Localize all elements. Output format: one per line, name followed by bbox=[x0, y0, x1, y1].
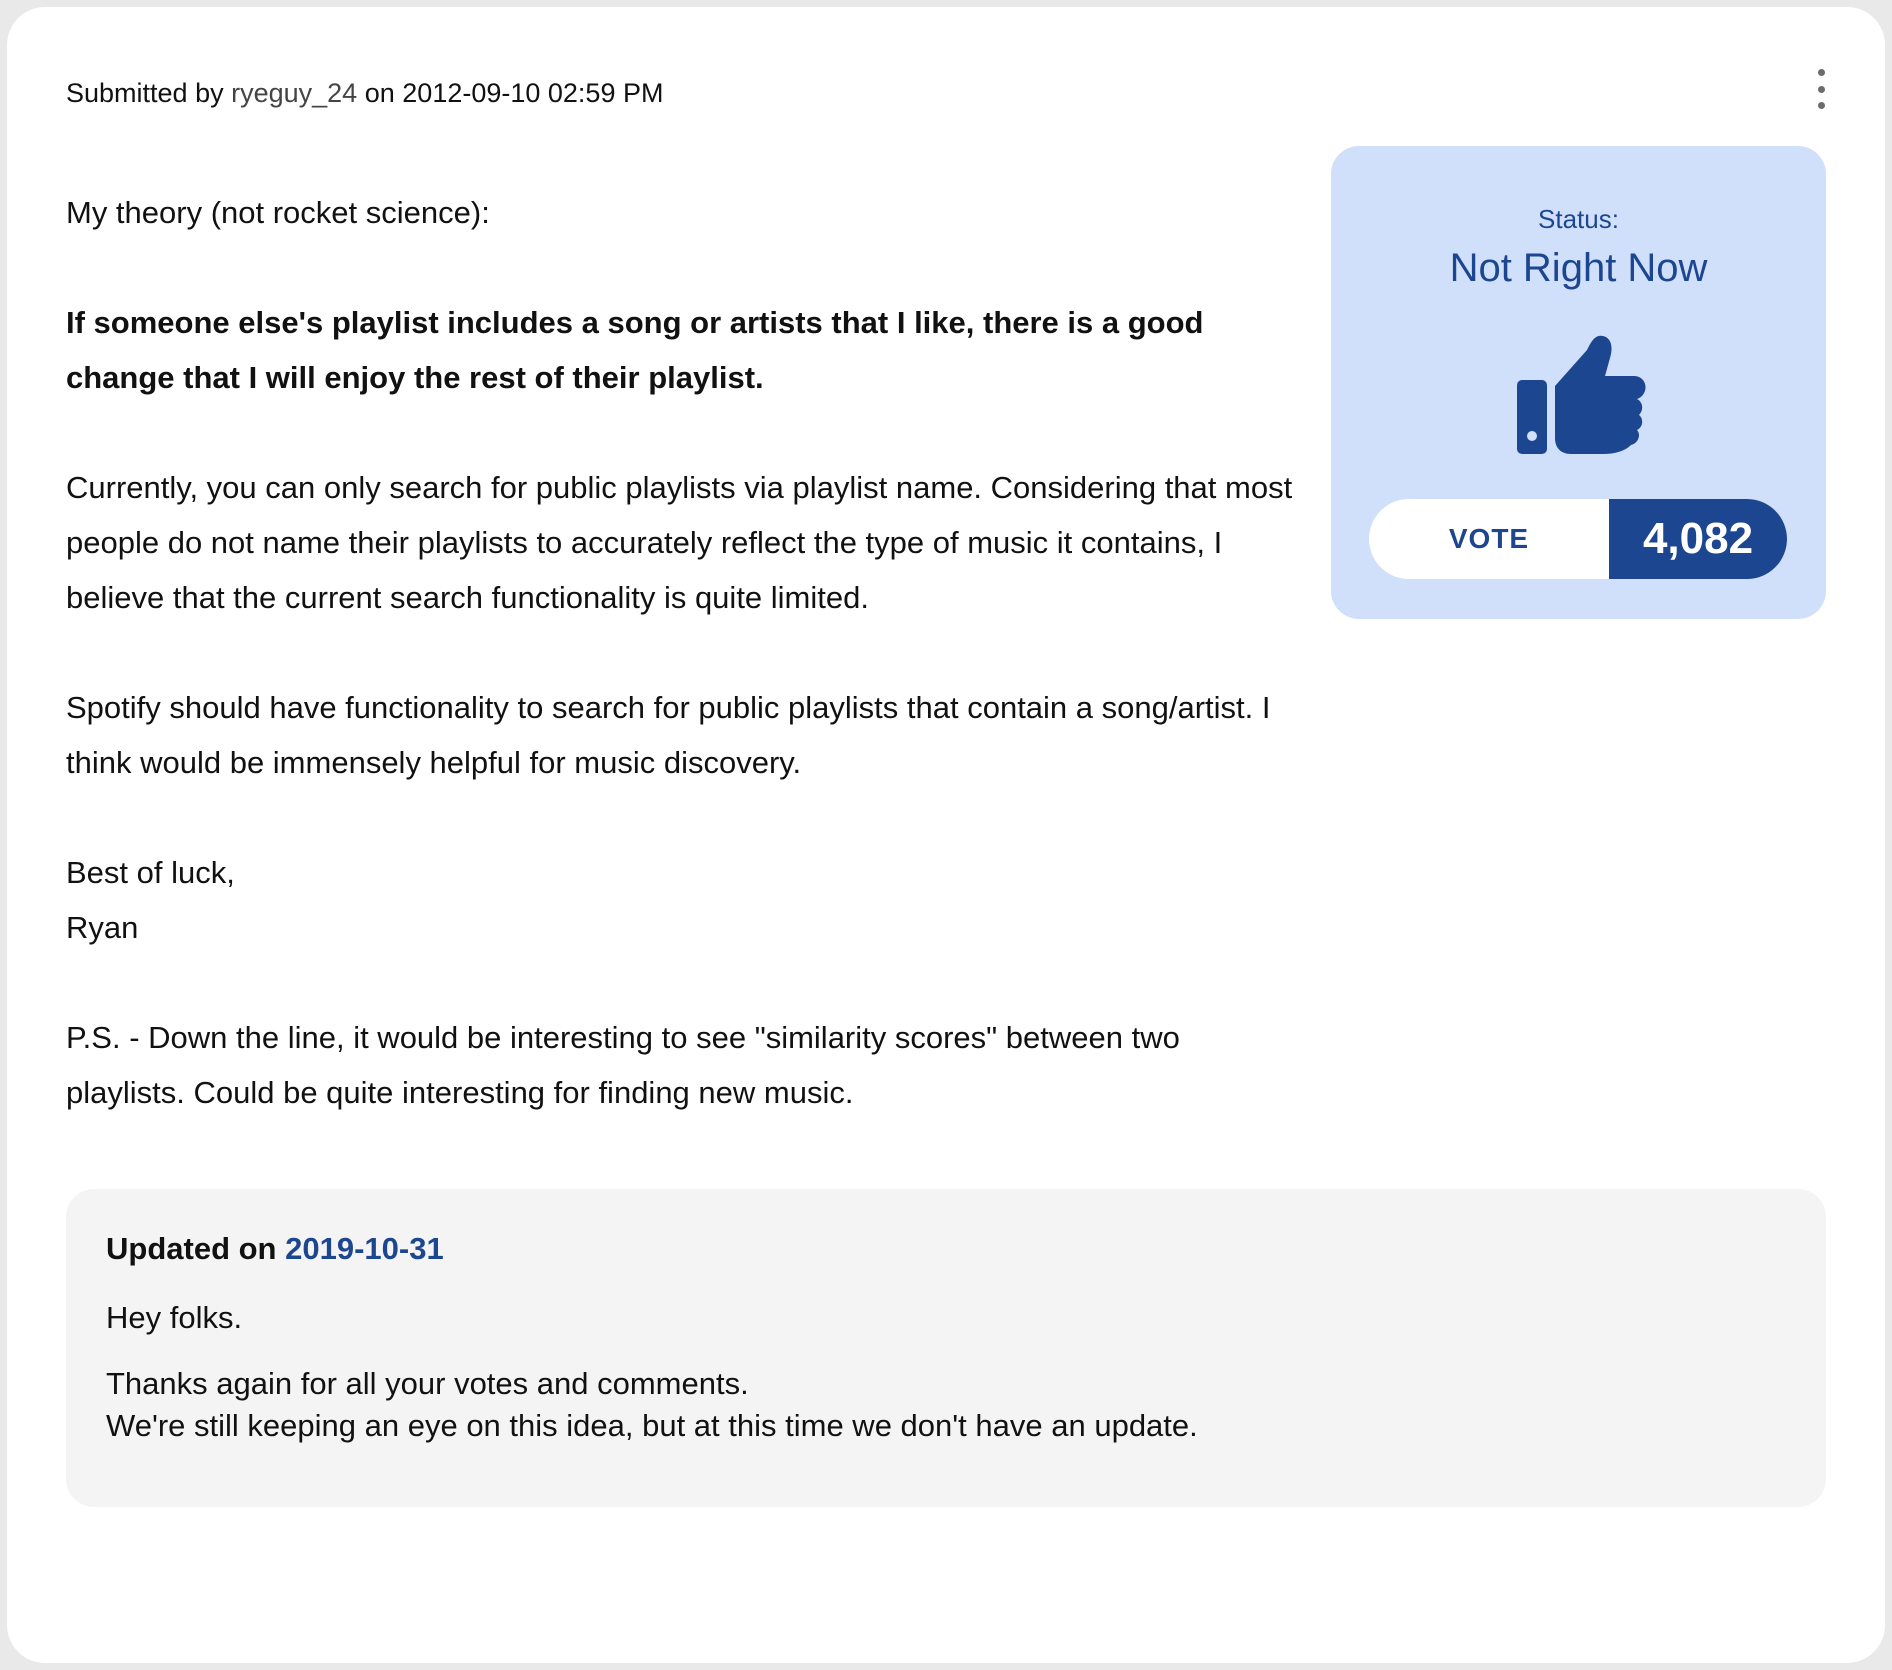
body-paragraph-6: P.S. - Down the line, it would be interesting to see "similarity scores" between two playlists. Could be quite interesting for finding new music. bbox=[66, 1020, 1180, 1110]
on-label: on bbox=[364, 78, 395, 108]
vote-button[interactable] bbox=[1369, 499, 1787, 579]
body-paragraph-4: Spotify should have functionality to search for public playlists that contain a song/artist. I think would be immensely helpful for music discovery. bbox=[66, 690, 1271, 780]
vote-button-label: VOTE bbox=[1448, 523, 1530, 554]
status-label: Status: bbox=[1538, 204, 1619, 234]
post-body bbox=[66, 185, 1296, 1175]
update-line-1: Hey folks. bbox=[106, 1300, 243, 1335]
body-paragraph-5: Best of luck, Ryan bbox=[66, 855, 235, 945]
status-value: Not Right Now bbox=[1449, 246, 1708, 290]
thumbs-up-icon bbox=[1515, 324, 1647, 456]
post-timestamp: 2012-09-10 02:59 PM bbox=[402, 78, 664, 108]
submitted-prefix: Submitted by bbox=[66, 78, 224, 108]
idea-card bbox=[7, 7, 1885, 1663]
status-panel bbox=[1331, 146, 1826, 619]
body-paragraph-3: Currently, you can only search for public playlists via playlist name. Considering that most people do not name their playlists to accurately reflect the type of music it contains, I believe that the current search functionality is quite limited. bbox=[66, 470, 1293, 615]
more-options-icon[interactable] bbox=[1809, 69, 1833, 109]
update-heading bbox=[106, 1231, 444, 1267]
update-prefix: Updated on bbox=[106, 1231, 277, 1266]
update-date: 2019-10-31 bbox=[285, 1231, 444, 1266]
author-link[interactable]: ryeguy_24 bbox=[231, 78, 358, 108]
update-line-2: Thanks again for all your votes and comments. bbox=[106, 1366, 749, 1401]
vote-count: 4,082 bbox=[1609, 499, 1787, 579]
update-line-3: We're still keeping an eye on this idea, but at this time we don't have an update. bbox=[106, 1408, 1198, 1443]
body-paragraph-1: My theory (not rocket science): bbox=[66, 195, 490, 230]
post-meta bbox=[66, 75, 663, 111]
body-paragraph-2: If someone else's playlist includes a song or artists that I like, there is a good change that I will enjoy the rest of their playlist. bbox=[66, 305, 1204, 395]
status-update-box bbox=[66, 1189, 1826, 1507]
